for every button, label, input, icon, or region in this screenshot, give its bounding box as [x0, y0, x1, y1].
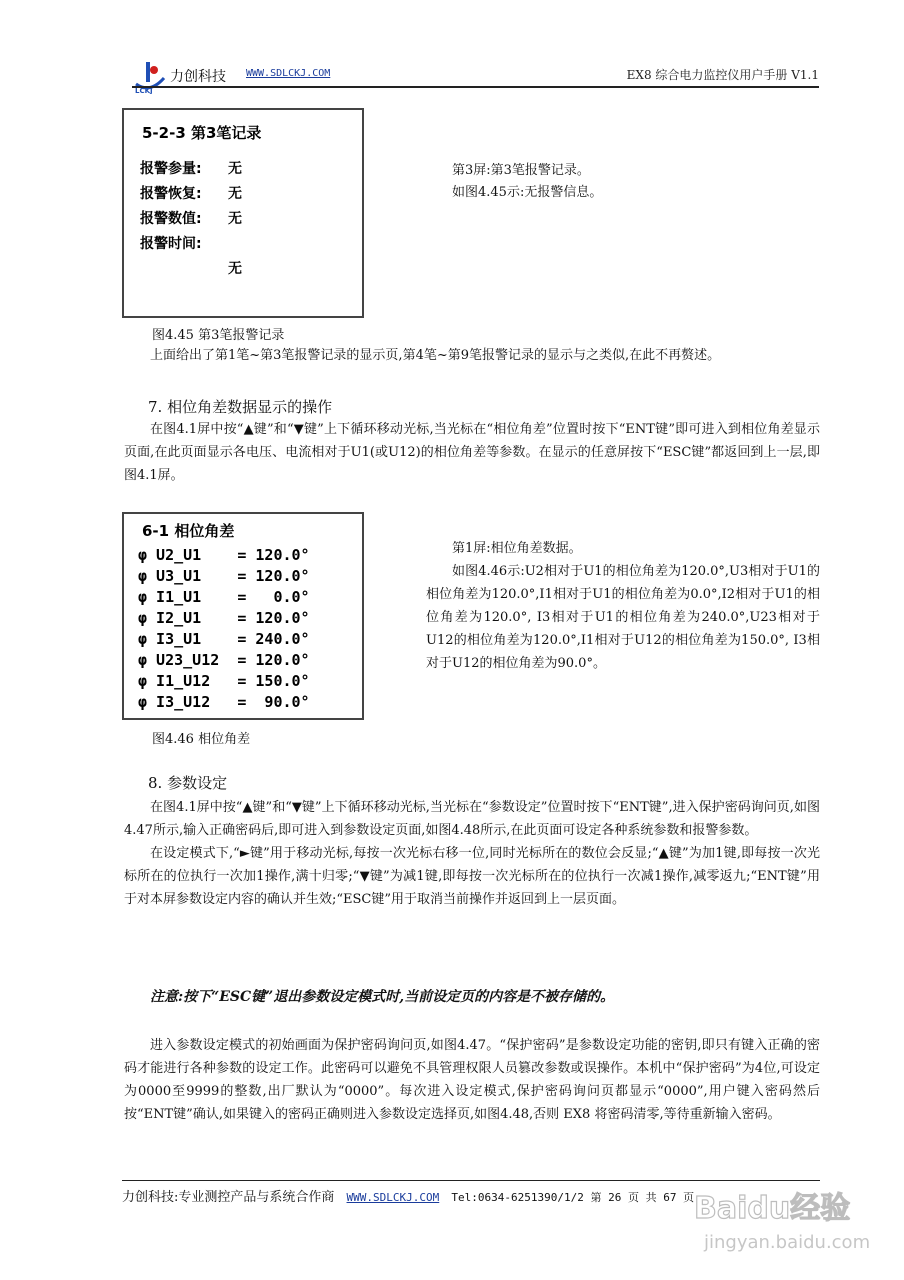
screen-title: 6-1 相位角差 — [142, 522, 235, 540]
section8-body-continued — [124, 1034, 820, 1126]
footer-url-link[interactable]: WWW.SDLCKJ.COM — [346, 1191, 440, 1204]
phase-angle-row: φ I3_U12 = 90.0° — [138, 693, 310, 711]
figure46-desc-first: 第1屏:相位角差数据。 — [452, 541, 582, 556]
page-footer — [122, 1186, 694, 1205]
company-logo — [132, 58, 168, 94]
paragraph-text: 进入参数设定模式的初始画面为保护密码询问页,如图4.47。“保护密码”是参数设定功能的密钥,即只有键入正确的密码才能进行各种参数的设定工作。此密码可以避免不具管理权限人员篡改参数或误操作。本机中“保护密码”为4位,可设定为0000至9999的整数,出厂默认为“0000”。每次进入设定模式,保护密码询问页都显示“0000”,用户键入密码然后按“ENT键”确认,如果键入的密码正确则进入参数设定选择页,如图4.48,否则 EX8 将密码清零,等待重新输入密码。 — [124, 1038, 820, 1122]
footer-company: 力创科技:专业测控产品与系统合作商 — [122, 1190, 335, 1205]
header-url-link[interactable]: WWW.SDLCKJ.COM — [246, 68, 331, 79]
alarm-row-value: 无 — [228, 161, 242, 177]
phase-angle-row: φ U23_U12 = 120.0° — [138, 651, 310, 669]
alarm-row-value: 无 — [228, 211, 242, 227]
paragraph-text: 在图4.1屏中按“▲键”和“▼键”上下循环移动光标,当光标在“相位角差”位置时按下“ENT键”即可进入到相位角差显示页面,在此页面显示各电压、电流相对于U1(或U12)的相位角差等参数。在显示的任意屏按下“ESC键”都返回到上一层,即图4.1屏。 — [124, 422, 820, 483]
brand-name: 力创科技 — [170, 69, 226, 85]
warning-note: 注意:按下“ESC键”退出参数设定模式时,当前设定页的内容是不被存储的。 — [150, 989, 615, 1005]
document-title: EX8 综合电力监控仪用户手册 V1.1 — [626, 68, 819, 82]
section8-heading: 8. 参数设定 — [148, 774, 228, 792]
watermark-brand: Baidu经验 — [694, 1191, 851, 1226]
section7-body — [124, 418, 820, 487]
alarm-row-label: 报警恢复: — [140, 186, 202, 202]
alarm-row-label: 报警参量: — [140, 161, 202, 177]
logo-text: LCKJ — [135, 87, 153, 94]
phase-angle-row: φ U2_U1 = 120.0° — [138, 546, 310, 564]
alarm-record-screen — [122, 108, 364, 318]
alarm-row-value: 无 — [228, 186, 242, 202]
header-divider — [132, 86, 819, 88]
phase-angle-row: φ I2_U1 = 120.0° — [138, 609, 310, 627]
alarm-row-label: 报警数值: — [140, 211, 202, 227]
figure46-desc: 如图4.46示:U2相对于U1的相位角差为120.0°,U3相对于U1的相位角差为120.0°,I1相对于U1的相位角差为0.0°,I2相对于U1的相位角差为120.0°, I3相对于U1的相位角差为240.0°,U23相对于U12的相位角差为120.0°,I1相对于U12的相位角差为150.0°, I3相对于U12的相位角差为90.0°。 — [426, 564, 820, 671]
alarm-time-value: 无 — [228, 261, 242, 277]
alarm-row-label: 报警时间: — [140, 236, 202, 252]
screen-title: 5-2-3 第3笔记录 — [142, 124, 262, 142]
section7-heading: 7. 相位角差数据显示的操作 — [148, 398, 333, 416]
paragraph — [124, 344, 820, 367]
paragraph-text: 在设定模式下,“►键”用于移动光标,每按一次光标右移一位,同时光标所在的数位会反显;“▲键”为加1键,即每按一次光标所在的位执行一次加1操作,满十归零;“▼键”为减1键,即每按一次光标所在的位执行一次减1操作,减零返九;“ENT键”用于对本屏参数设定内容的确认并生效;“ESC键”用于取消当前操作并返回到上一层页面。 — [124, 846, 820, 907]
footer-contact: Tel:0634-6251390/1/2 第 26 页 共 67 页 — [451, 1191, 695, 1204]
paragraph-text: 上面给出了第1笔~第3笔报警记录的显示页,第4笔~第9笔报警记录的显示与之类似,在此不再赘述。 — [150, 348, 721, 363]
figure45-caption: 图4.45 第3笔报警记录 — [152, 328, 285, 343]
figure45-desc-line: 如图4.45示:无报警信息。 — [452, 185, 603, 200]
phase-angle-row: φ I1_U1 = 0.0° — [138, 588, 310, 606]
phase-angle-row: φ I1_U12 = 150.0° — [138, 672, 310, 690]
page-header — [0, 0, 904, 96]
figure45-desc-line: 第3屏:第3笔报警记录。 — [452, 163, 590, 178]
figure46-caption: 图4.46 相位角差 — [152, 732, 251, 747]
phase-angle-row: φ U3_U1 = 120.0° — [138, 567, 310, 585]
section8-body — [124, 796, 820, 911]
baidu-watermark — [690, 1170, 880, 1260]
phase-angle-screen — [122, 512, 364, 720]
paragraph-text: 在图4.1屏中按“▲键”和“▼键”上下循环移动光标,当光标在“参数设定”位置时按下“ENT键”,进入保护密码询问页,如图4.47所示,输入正确密码后,即可进入到参数设定页面,如图4.48所示,在此页面可设定各种系统参数和报警参数。 — [124, 800, 820, 838]
watermark-url: jingyan.baidu.com — [704, 1232, 871, 1253]
phase-angle-row: φ I3_U1 = 240.0° — [138, 630, 310, 648]
